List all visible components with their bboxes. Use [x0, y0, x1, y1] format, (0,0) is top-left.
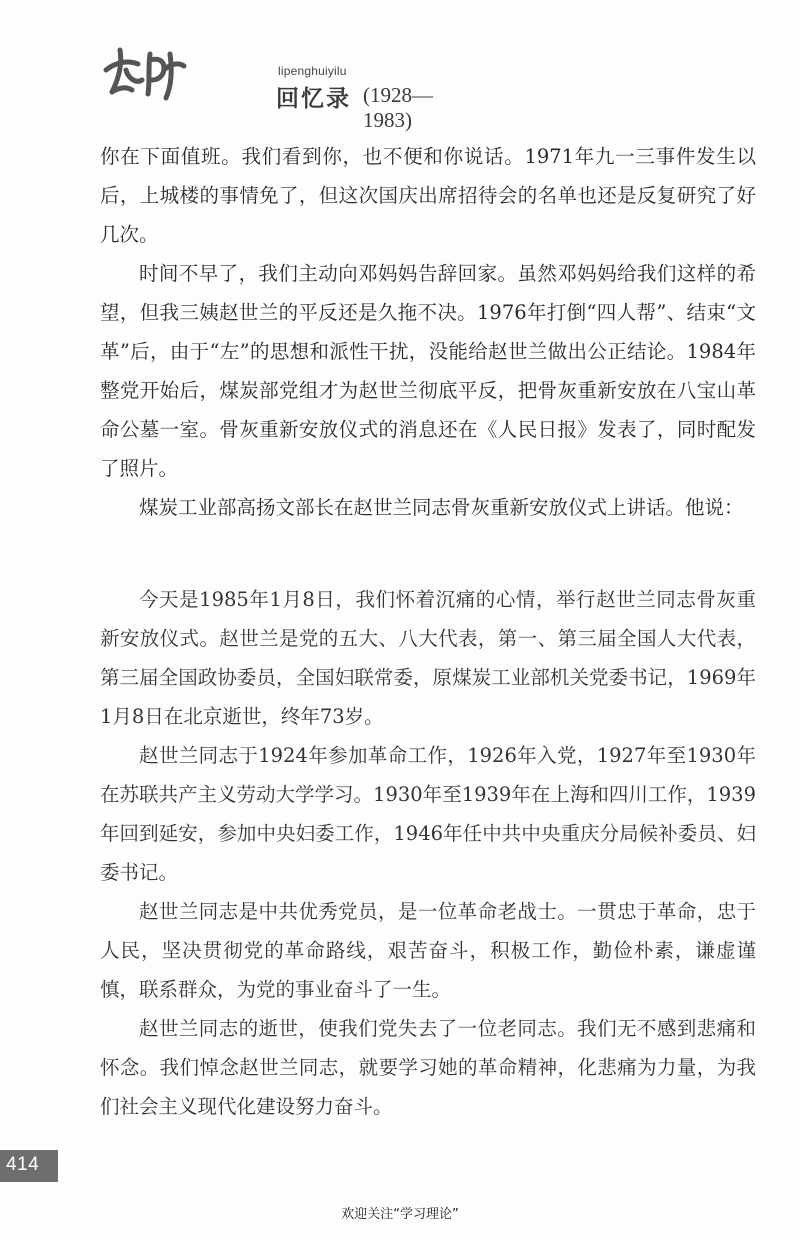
paragraph-1: 你在下面值班。我们看到你，也不便和你说话。1971年九一三事件发生以后，上城楼的事情免了，但这次国庆出席招待会的名单也还是反复研究了好几次。 — [100, 145, 756, 246]
book-years: (1928—1983) — [363, 83, 433, 132]
footer-note: 欢迎关注“学习理论” — [341, 1207, 459, 1222]
paragraph-2: 时间不早了，我们主动向邓妈妈告辞回家。虽然邓妈妈给我们这样的希望，但我三姨赵世兰的平反还是久拖不决。1976年打倒“四人帮”、结束“文革”后，由于“左”的思想和派性干扰，没能给赵世兰做出公正结论。1984年整党开始后，煤炭部党组才为赵世兰彻底平反，把骨灰重新安放在八宝山革命公墓一室。骨灰重新安放仪式的消息还在《人民日报》发表了，同时配发了照片。 — [100, 262, 756, 480]
page-number: 414 — [6, 1154, 40, 1175]
quote-paragraph-3: 赵世兰同志是中共优秀党员，是一位革命老战士。一贯忠于革命，忠于人民，坚决贯彻党的革命路线，艰苦奋斗，积极工作，勤俭朴素，谦虚谨慎，联系群众，为党的事业奋斗了一生。 — [100, 900, 756, 1001]
header-pinyin: lipenghuiyilu — [278, 64, 347, 78]
calligraphy-logo-icon — [98, 40, 188, 104]
page-header — [98, 40, 458, 132]
paragraph-3: 煤炭工业部高扬文部长在赵世兰同志骨灰重新安放仪式上讲话。他说： — [139, 496, 744, 519]
quote-paragraph-4: 赵世兰同志的逝世，使我们党失去了一位老同志。我们无不感到悲痛和怀念。我们悼念赵世兰同志，就要学习她的革命精神，化悲痛为力量，为我们社会主义现代化建设努力奋斗。 — [100, 1017, 756, 1118]
book-title: 回忆录 — [276, 86, 351, 112]
page-number-tab — [0, 1150, 58, 1182]
quote-paragraph-2: 赵世兰同志于1924年参加革命工作，1926年入党，1927年至1930年在苏联共产主义劳动大学学习。1930年至1939年在上海和四川工作，1939年回到延安，参加中央妇委工作，1946年任中共中央重庆分局候补委员、妇委书记。 — [100, 744, 756, 884]
quote-paragraph-1: 今天是1985年1月8日，我们怀着沉痛的心情，举行赵世兰同志骨灰重新安放仪式。赵世兰是党的五大、八大代表，第一、第三届全国人大代表，第三届全国政协委员，全国妇联常委，原煤炭工业部机关党委书记，1969年1月8日在北京逝世，终年73岁。 — [100, 588, 756, 728]
